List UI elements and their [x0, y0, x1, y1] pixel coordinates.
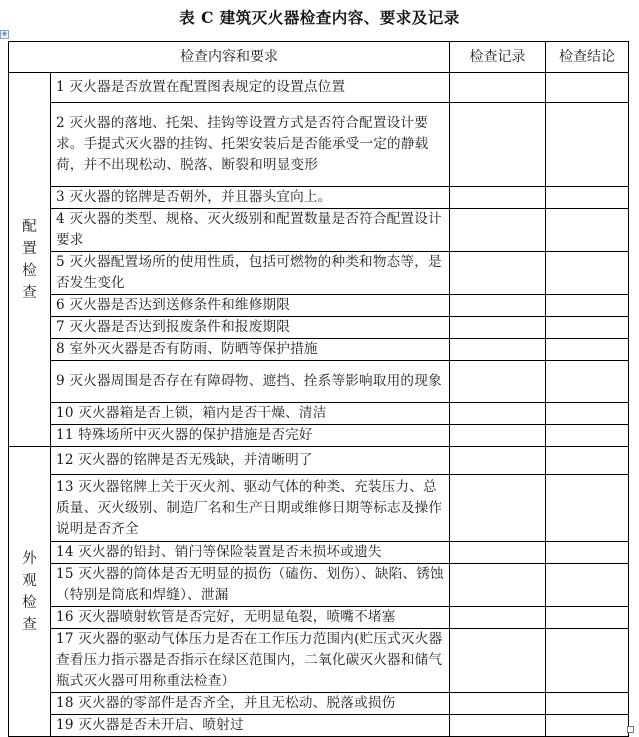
item-18-record-cell[interactable]	[450, 693, 546, 715]
header-inspection-conclusion: 检查结论	[546, 42, 629, 73]
item-12-record-cell[interactable]	[450, 447, 546, 475]
item-14-record-cell[interactable]	[450, 542, 546, 564]
item-2-conclusion-cell[interactable]	[546, 103, 629, 187]
item-16-text: 16 灭火器喷射软管是否完好，无明显龟裂，喷嘴不堵塞	[51, 607, 450, 629]
table-move-handle-icon[interactable]: ✥	[1, 31, 8, 38]
item-1-conclusion-cell[interactable]	[546, 73, 629, 103]
header-inspection-record: 检查记录	[450, 42, 546, 73]
table-row	[9, 715, 629, 737]
item-4-text: 4 灭火器的类型、规格、灭火级别和配置数量是否符合配置设计要求	[51, 209, 450, 252]
item-7-conclusion-cell[interactable]	[546, 317, 629, 339]
table-row	[9, 629, 629, 693]
item-7-text: 7 灭火器是否达到报废条件和报废期限	[51, 317, 450, 339]
category-char: 置	[22, 240, 37, 257]
table-row	[9, 542, 629, 564]
item-9-conclusion-cell[interactable]	[546, 361, 629, 403]
document-title: 表 C 建筑灭火器检查内容、要求及记录	[179, 8, 460, 27]
item-12-conclusion-cell[interactable]	[546, 447, 629, 475]
table-row	[9, 425, 629, 447]
item-5-record-cell[interactable]	[450, 252, 546, 295]
item-13-record-cell[interactable]	[450, 475, 546, 542]
table-row	[9, 564, 629, 607]
item-11-record-cell[interactable]	[450, 425, 546, 447]
table-row	[9, 317, 629, 339]
category-appearance-check	[9, 447, 51, 737]
item-15-text: 15 灭火器的筒体是否无明显的损伤（磕伤、划伤）、缺陷、锈蚀（特别是筒底和焊缝）、泄漏	[51, 564, 450, 607]
table-row	[9, 73, 629, 103]
item-19-conclusion-cell[interactable]	[546, 715, 629, 737]
table-row	[9, 693, 629, 715]
item-10-record-cell[interactable]	[450, 403, 546, 425]
category-char: 外	[22, 550, 37, 567]
table-row	[9, 187, 629, 209]
category-char: 查	[22, 284, 37, 301]
item-10-text: 10 灭火器箱是否上锁，箱内是否干燥、清洁	[51, 403, 450, 425]
item-11-conclusion-cell[interactable]	[546, 425, 629, 447]
category-char: 观	[22, 572, 37, 589]
item-6-record-cell[interactable]	[450, 295, 546, 317]
item-15-record-cell[interactable]	[450, 564, 546, 607]
table-row	[9, 339, 629, 361]
table-row	[9, 403, 629, 425]
item-4-conclusion-cell[interactable]	[546, 209, 629, 252]
item-16-conclusion-cell[interactable]	[546, 607, 629, 629]
item-1-record-cell[interactable]	[450, 73, 546, 103]
item-18-conclusion-cell[interactable]	[546, 693, 629, 715]
table-row	[9, 295, 629, 317]
item-5-conclusion-cell[interactable]	[546, 252, 629, 295]
item-6-text: 6 灭火器是否达到送修条件和维修期限	[51, 295, 450, 317]
table-row	[9, 447, 629, 475]
item-14-conclusion-cell[interactable]	[546, 542, 629, 564]
item-17-record-cell[interactable]	[450, 629, 546, 693]
item-3-record-cell[interactable]	[450, 187, 546, 209]
item-13-text: 13 灭火器铭牌上关于灭火剂、驱动气体的种类、充装压力、总质量、灭火级别、制造厂名和生产日期或维修日期等标志及操作说明是否齐全	[51, 475, 450, 542]
item-9-text: 9 灭火器周围是否存在有障碍物、遮挡、拴系等影响取用的现象	[51, 361, 450, 403]
category-char: 检	[22, 262, 37, 279]
item-1-text: 1 灭火器是否放置在配置图表规定的设置点位置	[51, 73, 450, 103]
table-resize-handle-icon[interactable]	[627, 726, 634, 733]
item-3-conclusion-cell[interactable]	[546, 187, 629, 209]
item-16-record-cell[interactable]	[450, 607, 546, 629]
table-row	[9, 475, 629, 542]
item-15-conclusion-cell[interactable]	[546, 564, 629, 607]
item-17-text: 17 灭火器的驱动气体压力是否在工作压力范围内(贮压式灭火器查看压力指示器是否指示在绿区范围内，二氧化碳灭火器和储气瓶式灭火器可用称重法检查）	[51, 629, 450, 693]
item-8-conclusion-cell[interactable]	[546, 339, 629, 361]
item-8-text: 8 室外灭火器是否有防雨、防晒等保护措施	[51, 339, 450, 361]
item-17-conclusion-cell[interactable]	[546, 629, 629, 693]
item-19-text: 19 灭火器是否未开启、喷射过	[51, 715, 450, 737]
item-2-text: 2 灭火器的落地、托架、挂钩等设置方式是否符合配置设计要求。手提式灭火器的挂钩、托架安装后是否能承受一定的静载荷，并不出现松动、脱落、断裂和明显变形	[51, 103, 450, 187]
inspection-table	[8, 41, 629, 737]
item-6-conclusion-cell[interactable]	[546, 295, 629, 317]
item-10-conclusion-cell[interactable]	[546, 403, 629, 425]
item-18-text: 18 灭火器的零部件是否齐全，并且无松动、脱落或损伤	[51, 693, 450, 715]
item-7-record-cell[interactable]	[450, 317, 546, 339]
item-2-record-cell[interactable]	[450, 103, 546, 187]
item-9-record-cell[interactable]	[450, 361, 546, 403]
category-char: 检	[22, 594, 37, 611]
category-configuration-check	[9, 73, 51, 447]
category-char: 查	[22, 616, 37, 633]
item-3-text: 3 灭火器的铭牌是否朝外，并且器头宜向上。	[51, 187, 450, 209]
item-4-record-cell[interactable]	[450, 209, 546, 252]
header-row	[9, 42, 629, 73]
item-12-text: 12 灭火器的铭牌是否无残缺，并清晰明了	[51, 447, 450, 475]
item-8-record-cell[interactable]	[450, 339, 546, 361]
item-14-text: 14 灭火器的铅封、销闩等保险装置是否未损坏或遗失	[51, 542, 450, 564]
table-row	[9, 361, 629, 403]
category-char: 配	[22, 218, 37, 235]
header-content-requirements: 检查内容和要求	[9, 42, 450, 73]
item-11-text: 11 特殊场所中灭火器的保护措施是否完好	[51, 425, 450, 447]
table-row	[9, 252, 629, 295]
table-row	[9, 103, 629, 187]
item-13-conclusion-cell[interactable]	[546, 475, 629, 542]
table-row	[9, 607, 629, 629]
item-19-record-cell[interactable]	[450, 715, 546, 737]
table-row	[9, 209, 629, 252]
item-5-text: 5 灭火器配置场所的使用性质，包括可燃物的种类和物态等，是否发生变化	[51, 252, 450, 295]
